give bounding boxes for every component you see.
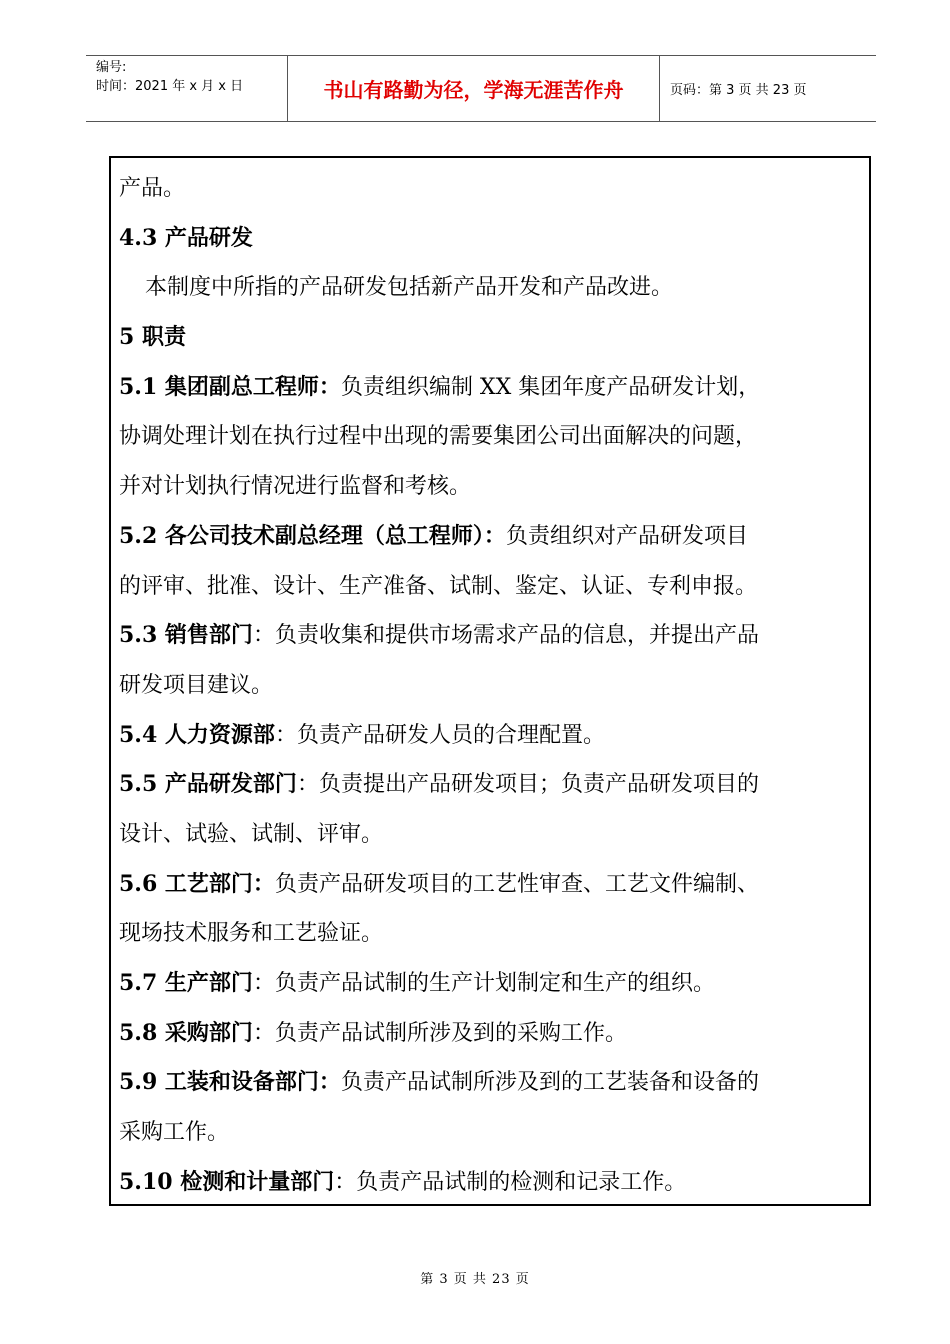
item-text: ：负责提出产品研发项目；负责产品研发项目的 (296, 772, 759, 798)
item-heading: 5.1 集团副总工程师： (119, 373, 341, 400)
item-heading: 5.5 产品研发部门 (119, 771, 297, 798)
item-heading: 5.3 销售部门 (119, 622, 253, 649)
doc-time: 时间：2021 年 x 月 x 日 (96, 79, 244, 94)
item-text: ：负责产品试制的生产计划制定和生产的组织。 (252, 971, 715, 996)
text-line: 设计、试验、试制、评审。 (119, 821, 384, 847)
header-meta (86, 56, 288, 121)
text-line (119, 1158, 861, 1206)
item-heading: 5.10 检测和计量部门 (119, 1168, 335, 1195)
text-line (119, 611, 861, 661)
item-heading: 5.7 生产部门 (119, 970, 253, 996)
text-line (119, 512, 861, 562)
item-text: 负责产品研发项目的工艺性审查、工艺文件编制、 (274, 871, 759, 897)
item-heading: 5.2 各公司技术副总经理（总工程师）： (119, 522, 506, 549)
text-line (119, 860, 861, 910)
header-page-info: 页码：第 3 页 共 23 页 (670, 83, 807, 98)
page-header (86, 55, 876, 122)
section-heading-5: 5 职责 (119, 324, 186, 351)
text-line (119, 363, 861, 413)
text-line: 采购工作。 (119, 1120, 230, 1146)
text-line (119, 1058, 861, 1108)
footer-page-number: 第 3 页 共 23 页 (420, 1272, 530, 1287)
text-line (119, 1009, 861, 1059)
text-line (119, 760, 861, 810)
doc-code-label: 编号: (96, 60, 127, 75)
content-frame (109, 156, 871, 1206)
header-motto: 书山有路勤为径，学海无涯苦作舟 (288, 56, 660, 121)
item-text: 负责组织编制 XX 集团年度产品研发计划， (340, 374, 761, 400)
item-text: ：负责产品试制的检测和记录工作。 (334, 1169, 687, 1195)
item-heading: 5.9 工装和设备部门： (119, 1069, 341, 1096)
text-line: 并对计划执行情况进行监督和考核。 (119, 474, 472, 500)
text-line: 的评审、批准、设计、生产准备、试制、鉴定、认证、专利申报。 (119, 573, 758, 599)
item-heading: 5.6 工艺部门： (119, 870, 275, 897)
text-line (119, 711, 861, 761)
page-footer (0, 1268, 950, 1287)
text-line: 产品。 (119, 176, 186, 201)
section-heading-4-3: 4.3 产品研发 (119, 224, 253, 251)
item-text: 负责产品试制所涉及到的工艺装备和设备的 (340, 1070, 759, 1096)
text-line: 研发项目建议。 (119, 672, 274, 698)
item-heading: 5.4 人力资源部 (119, 721, 275, 748)
text-line: 协调处理计划在执行过程中出现的需要集团公司出面解决的问题， (119, 424, 758, 450)
item-text: 负责组织对产品研发项目 (505, 523, 748, 549)
text-line: 现场技术服务和工艺验证。 (119, 921, 384, 947)
text-line: 本制度中所指的产品研发包括新产品开发和产品改进。 (145, 275, 674, 301)
item-heading: 5.8 采购部门 (119, 1019, 253, 1046)
item-text: ：负责产品试制所涉及到的采购工作。 (252, 1020, 627, 1046)
item-text: ：负责产品研发人员的合理配置。 (274, 722, 605, 748)
text-line (119, 959, 861, 1009)
item-text: ：负责收集和提供市场需求产品的信息，并提出产品 (252, 623, 759, 649)
